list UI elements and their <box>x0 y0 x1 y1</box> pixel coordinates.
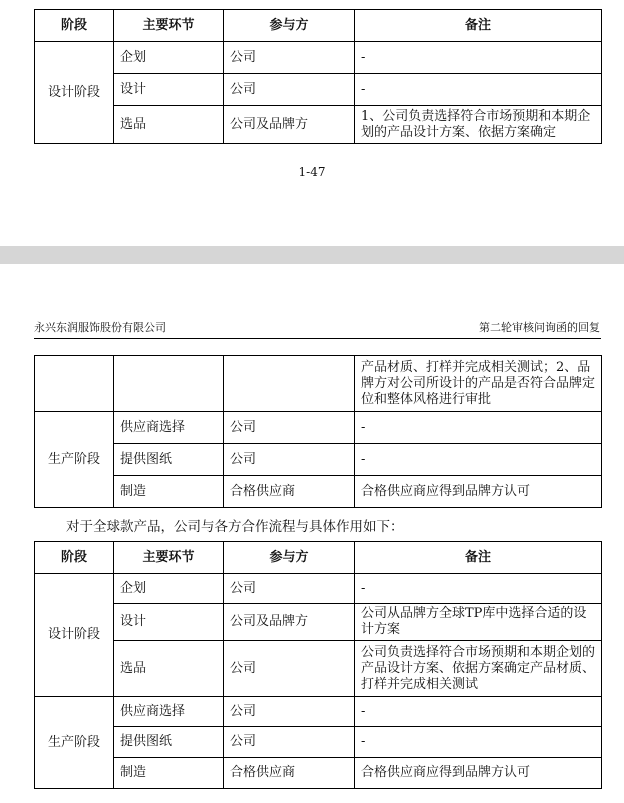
party-cell: 公司 <box>224 641 355 697</box>
note-cell: - <box>355 74 602 106</box>
process-table-global <box>34 541 602 789</box>
step-cell: 设计 <box>114 74 224 106</box>
party-cell: 合格供应商 <box>224 758 355 789</box>
party-cell: 合格供应商 <box>224 476 355 508</box>
party-cell: 公司 <box>224 574 355 604</box>
step-cell: 供应商选择 <box>114 697 224 727</box>
body-paragraph: 对于全球款产品，公司与各方合作流程与具体作用如下： <box>66 519 404 535</box>
stage-cell: 设计阶段 <box>35 574 114 697</box>
step-cell: 企划 <box>114 574 224 604</box>
note-cell: - <box>355 42 602 74</box>
process-table-domestic-top <box>34 9 602 144</box>
header-party: 参与方 <box>224 542 355 574</box>
note-cell: 合格供应商应得到品牌方认可 <box>355 758 602 789</box>
step-cell: 企划 <box>114 42 224 74</box>
header-note: 备注 <box>355 10 602 42</box>
page-number: 1-47 <box>298 165 326 179</box>
empty-step-cell <box>114 356 224 412</box>
step-cell: 供应商选择 <box>114 412 224 444</box>
step-cell: 提供图纸 <box>114 444 224 476</box>
party-cell: 公司 <box>224 727 355 758</box>
note-cell: 公司负责选择符合市场预期和本期企划的产品设计方案、依据方案确定产品材质、打样并完成相关测试 <box>355 641 602 697</box>
step-cell: 制造 <box>114 476 224 508</box>
party-cell: 公司 <box>224 444 355 476</box>
step-cell: 选品 <box>114 106 224 144</box>
note-cell: - <box>355 412 602 444</box>
party-cell: 公司 <box>224 412 355 444</box>
stage-cell: 生产阶段 <box>35 412 114 508</box>
header-divider <box>34 338 601 339</box>
stage-cell: 生产阶段 <box>35 697 114 789</box>
step-cell: 设计 <box>114 604 224 641</box>
note-cell: - <box>355 727 602 758</box>
party-cell: 公司 <box>224 74 355 106</box>
header-stage: 阶段 <box>35 10 114 42</box>
note-cell: 1、公司负责选择符合市场预期和本期企划的产品设计方案、依据方案确定 <box>355 106 602 144</box>
party-cell: 公司 <box>224 42 355 74</box>
header-step: 主要环节 <box>114 10 224 42</box>
header-company: 永兴东润服饰股份有限公司 <box>34 321 166 334</box>
header-note: 备注 <box>355 542 602 574</box>
note-cell: 合格供应商应得到品牌方认可 <box>355 476 602 508</box>
page-2 <box>0 264 624 803</box>
header-party: 参与方 <box>224 10 355 42</box>
step-cell: 提供图纸 <box>114 727 224 758</box>
process-table-domestic-continued <box>34 355 602 508</box>
step-cell: 选品 <box>114 641 224 697</box>
party-cell: 公司 <box>224 697 355 727</box>
empty-party-cell <box>224 356 355 412</box>
note-cell: - <box>355 444 602 476</box>
header-step: 主要环节 <box>114 542 224 574</box>
stage-cell: 设计阶段 <box>35 42 114 144</box>
party-cell: 公司及品牌方 <box>224 604 355 641</box>
page-gap <box>0 246 624 264</box>
note-cell: 公司从品牌方全球TP库中选择合适的设计方案 <box>355 604 602 641</box>
step-cell: 制造 <box>114 758 224 789</box>
header-document-title: 第二轮审核问询函的回复 <box>479 321 600 334</box>
page-1 <box>0 0 624 246</box>
note-cell: - <box>355 697 602 727</box>
note-cell: - <box>355 574 602 604</box>
party-cell: 公司及品牌方 <box>224 106 355 144</box>
note-cell: 产品材质、打样并完成相关测试；2、品牌方对公司所设计的产品是否符合品牌定位和整体风格进行审批 <box>355 356 602 412</box>
empty-stage-cell <box>35 356 114 412</box>
header-stage: 阶段 <box>35 542 114 574</box>
